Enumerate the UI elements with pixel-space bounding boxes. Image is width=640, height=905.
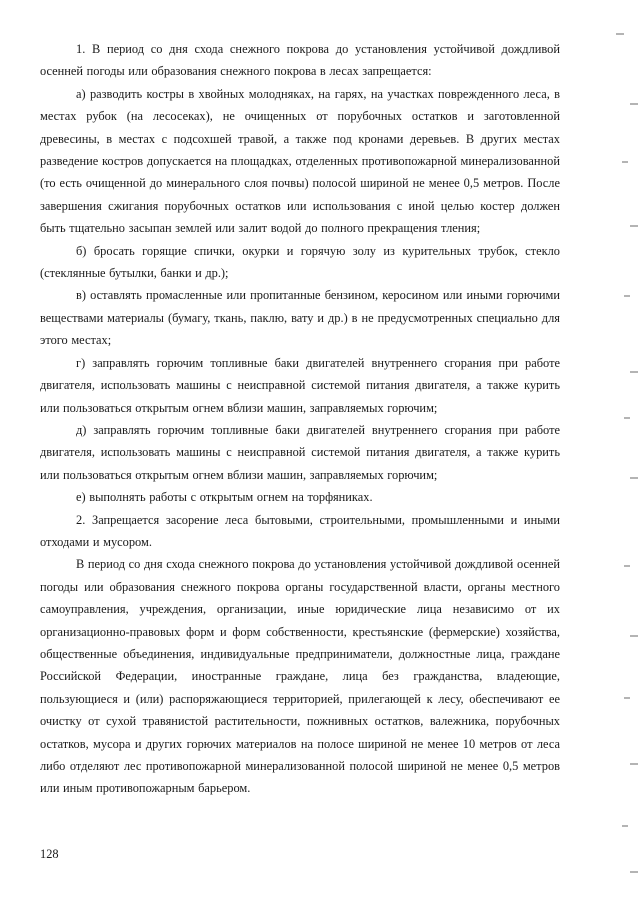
page-number: 128 — [40, 847, 59, 861]
scan-edge-marks — [600, 0, 640, 905]
paragraph-obligations: В период со дня схода снежного покрова до установления устойчивой дождливой осенней погоды или образования снежного покрова органы государственной власти, органы местного самоуправления, учреждения, организации, иные юридические лица независимо от их организационно-правовых форм и форм собственности, крестьянские (фермерские) хозяйства, общественные объединения, индивидуальные предприниматели, должностные лица, граждане Российской Федерации, иностранные граждане, лица без гражданства, владеющие, пользующиеся и (или) распоряжающиеся территорией, прилегающей к лесу, обеспечивают ее очистку от сухой травянистой растительности, пожнивных остатков, валежника, порубочных остатков, мусора и других горючих материалов на полосе шириной не менее 10 метров от леса либо отделяют лес противопожарной минерализованной полосой шириной не менее 0,5 метров или иным противопожарным барьером. — [40, 557, 560, 796]
paragraph-d: д) заправлять горючим топливные баки двигателей внутреннего сгорания при работе двигателя, использовать машины с неисправной системой питания двигателя, а также курить или пользоваться открытым огнем вблизи машин, заправляемых горючим; — [40, 422, 560, 482]
paragraph-v: в) оставлять промасленные или пропитанные бензином, керосином или иными горючими веществами материалы (бумагу, ткань, паклю, вату и др.) в не предусмотренных специально для этого местах; — [40, 288, 560, 348]
paragraph-g: г) заправлять горючим топливные баки двигателей внутреннего сгорания при работе двигателя, использовать машины с неисправной системой питания двигателя, а также курить или пользоваться открытым огнем вблизи машин, заправляемых горючим; — [40, 355, 560, 415]
paragraph-2: 2. Запрещается засорение леса бытовыми, строительными, промышленными и иными отходами и мусором. — [40, 512, 560, 549]
paragraph-a: а) разводить костры в хвойных молодняках, на гарях, на участках поврежденного леса, в местах рубок (на лесосеках), не очищенных от порубочных остатков и заготовленной древесины, в местах с подсохшей травой, а также под кронами деревьев. В других местах разведение костров допускается на площадках, отделенных противопожарной минерализованной (то есть очищенной до минерального слоя почвы) полосой шириной не менее 0,5 метров. После завершения сжигания порубочных остатков или использования с иной целью костер должен быть тщательно засыпан землей или залит водой до полного прекращения тления; — [40, 86, 560, 236]
document-body — [40, 38, 560, 800]
paragraph-e: е) выполнять работы с открытым огнем на торфяниках. — [76, 490, 373, 505]
paragraph-b: б) бросать горящие спички, окурки и горячую золу из курительных трубок, стекло (стеклянные бутылки, банки и др.); — [40, 243, 560, 281]
paragraph-1: 1. В период со дня схода снежного покрова до установления устойчивой дождливой осенней погоды или образования снежного покрова в лесах запрещается: — [40, 42, 560, 79]
